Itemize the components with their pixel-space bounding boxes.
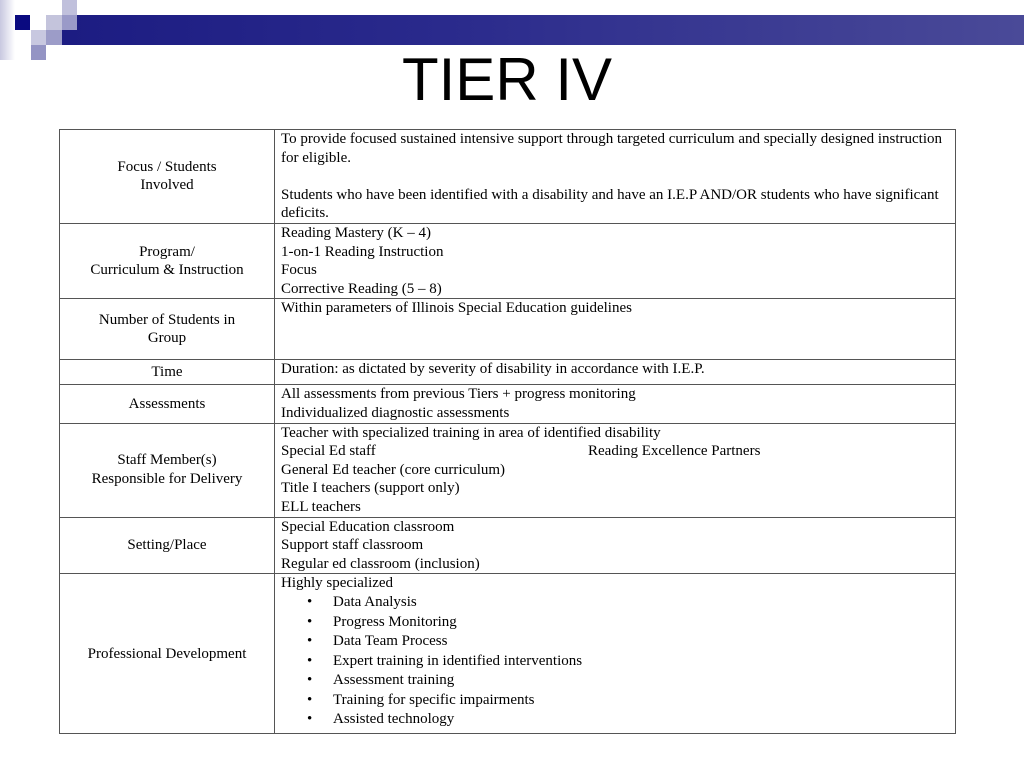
row-label-line: Involved: [140, 177, 194, 194]
list-item: • Data Analysis: [333, 593, 949, 613]
row-content: [275, 574, 956, 734]
list-item: • Training for specific impairments: [333, 691, 949, 711]
row-label-line: Program/: [139, 243, 195, 260]
table-row: [60, 423, 956, 517]
decor-square: [15, 15, 30, 30]
list-item: • Data Team Process: [333, 632, 949, 652]
decor-square: [62, 15, 77, 30]
row-label: [60, 423, 275, 517]
row-label: [60, 517, 275, 574]
content-line: Special Ed staff Reading Excellence Partners: [281, 443, 761, 460]
list-item: • Expert training in identified interventions: [333, 652, 949, 672]
row-content: [275, 423, 956, 517]
content-line: ELL teachers: [281, 498, 361, 515]
decor-square: [46, 30, 62, 45]
table-row: [60, 574, 956, 734]
content-line: Title I teachers (support only): [281, 480, 460, 497]
content-line: Highly specialized: [281, 575, 394, 592]
table-row: [60, 299, 956, 360]
row-label-line: Group: [147, 330, 187, 347]
tier-table: [59, 129, 956, 734]
decor-square: [46, 15, 62, 30]
content-line: Students who have been identified with a disability and have an I.E.P AND/OR students who have significant deficits.: [281, 186, 939, 222]
row-label: [60, 574, 275, 734]
content-line: To provide focused sustained intensive support through targeted curriculum and specially designed instruction for eligible.: [281, 131, 943, 166]
decor-square: [62, 0, 77, 15]
table-row: [60, 130, 956, 224]
row-label-line: Curriculum & Instruction: [90, 262, 244, 279]
table-row: [60, 360, 956, 385]
content-line: Corrective Reading (5 – 8): [281, 280, 442, 297]
content-line: Duration: as dictated by severity of disability in accordance with I.E.P.: [281, 361, 705, 378]
table-row: [60, 223, 956, 298]
row-label: [60, 299, 275, 360]
row-content: [275, 360, 956, 385]
row-label: [60, 385, 275, 423]
row-label-line: Staff Member(s): [117, 452, 217, 469]
row-label-line: Number of Students in: [98, 311, 236, 328]
row-label: [60, 130, 275, 224]
list-item: • Assisted technology: [333, 710, 949, 730]
content-line: All assessments from previous Tiers + progress monitoring: [281, 386, 636, 403]
row-label: [60, 223, 275, 298]
row-content: [275, 130, 956, 224]
content-line: Special Education classroom: [281, 518, 455, 535]
bullet-list: [281, 593, 949, 730]
list-item: • Assessment training: [333, 671, 949, 691]
content-line: Regular ed classroom (inclusion): [281, 555, 480, 572]
row-content: [275, 299, 956, 360]
row-content: [275, 223, 956, 298]
row-content: [275, 517, 956, 574]
header-bar: [62, 15, 1024, 45]
content-line: Teacher with specialized training in area of identified disability: [281, 424, 661, 441]
decor-square: [31, 30, 46, 45]
row-content: [275, 385, 956, 423]
slide-title: TIER IV: [401, 46, 613, 113]
content-line: Reading Mastery (K – 4): [281, 224, 431, 241]
row-label-line: Time: [151, 364, 183, 381]
row-label-line: Setting/Place: [127, 537, 207, 554]
content-line: Support staff classroom: [281, 537, 424, 554]
list-item: • Progress Monitoring: [333, 613, 949, 633]
row-label: [60, 360, 275, 385]
content-line: General Ed teacher (core curriculum): [281, 461, 506, 478]
table-row: [60, 517, 956, 574]
content-line: Within parameters of Illinois Special Education guidelines: [281, 300, 632, 317]
content-extra: Reading Excellence Partners: [588, 443, 761, 460]
content-line: 1-on-1 Reading Instruction: [281, 243, 444, 260]
row-label-line: Assessments: [128, 395, 206, 412]
row-label-line: Focus / Students: [117, 158, 217, 175]
content-line: Individualized diagnostic assessments: [281, 404, 510, 421]
table-row: [60, 385, 956, 423]
row-label-line: Professional Development: [87, 645, 247, 662]
content-line: [281, 167, 949, 186]
row-label-line: Responsible for Delivery: [91, 471, 243, 488]
content-line: Focus: [281, 262, 317, 279]
